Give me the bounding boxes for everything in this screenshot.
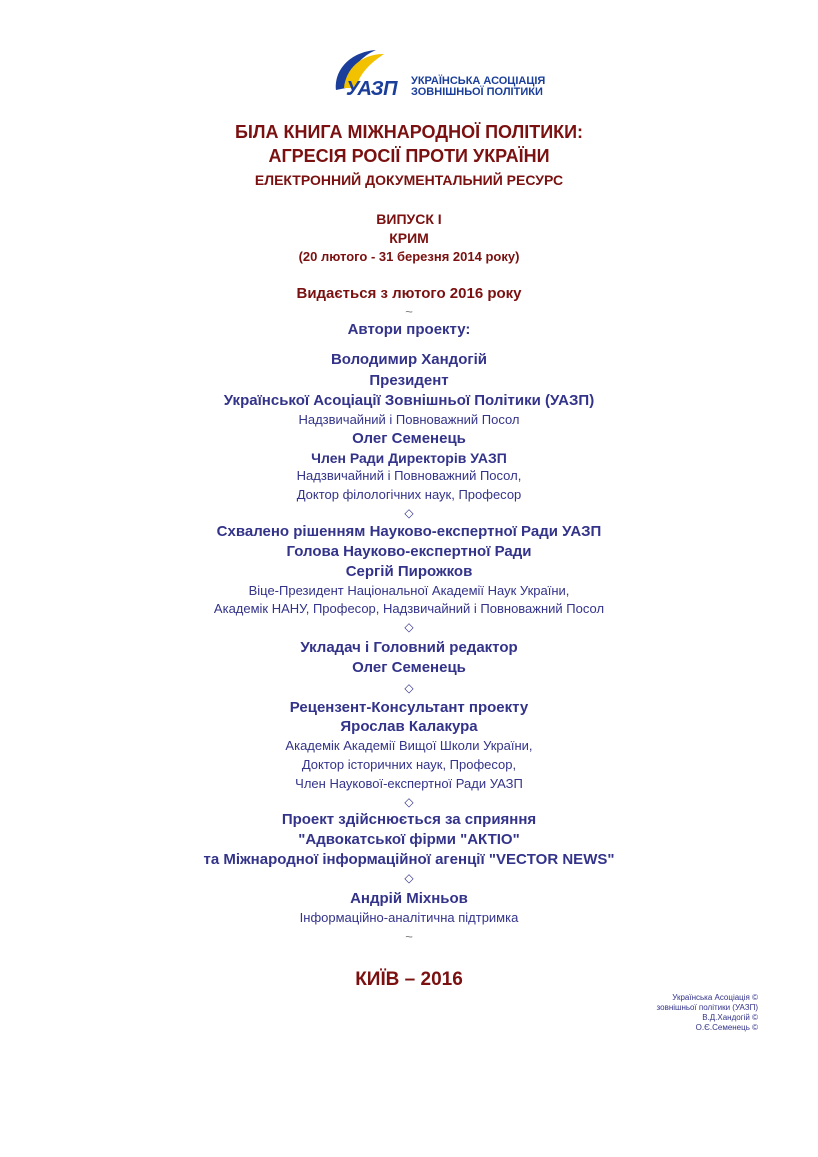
- editor-name: Олег Семенець: [352, 659, 466, 676]
- city-year: КИЇВ – 2016: [355, 969, 463, 990]
- author1-name: Володимир Хандогій: [330, 351, 488, 368]
- published-since: Видається з лютого 2016 року: [296, 285, 522, 302]
- reviewer-title2: Доктор історичних наук, Професор,: [301, 757, 517, 772]
- author2-title1: Надзвичайний і Повноважний Посол,: [296, 468, 522, 483]
- support-line2: "Адвокатської фірми "АКТІО": [298, 831, 520, 848]
- author1-role2: Української Асоціації Зовнішньої Політики (УАЗП): [223, 392, 595, 409]
- approval-chair-name: Сергій Пирожков: [345, 563, 473, 580]
- analyst-name: Андрій Міхньов: [350, 890, 468, 907]
- copyright-line2: зовнішньої політики (УАЗП): [656, 1003, 758, 1012]
- approval-line2: Голова Науково-експертної Ради: [286, 543, 532, 560]
- diamond-separator: ◇: [404, 795, 414, 809]
- logo-organization-name: [411, 76, 545, 98]
- author1-role1: Президент: [369, 372, 449, 389]
- reviewer-role: Рецензент-Консультант проекту: [289, 699, 529, 716]
- diamond-separator: ◇: [404, 620, 414, 634]
- issue-name: КРИМ: [389, 230, 429, 246]
- reviewer-title1: Академік Академії Вищої Школи України,: [285, 738, 533, 753]
- support-line3: та Міжнародної інформаційної агенції "VECTOR NEWS": [203, 851, 615, 868]
- title-line2: АГРЕСІЯ РОСІЇ ПРОТИ УКРАЇНИ: [268, 146, 550, 166]
- copyright-line4: О.Є.Семенець ©: [695, 1023, 758, 1032]
- author2-role: Член Ради Директорів УАЗП: [311, 450, 507, 466]
- reviewer-name: Ярослав Калакура: [340, 718, 478, 735]
- editor-role: Укладач і Головний редактор: [300, 639, 518, 656]
- tilde-separator: ~: [405, 929, 413, 944]
- copyright-line3: В.Д.Хандогій ©: [702, 1013, 758, 1022]
- diamond-separator: ◇: [404, 506, 414, 520]
- title-line3: ЕЛЕКТРОННИЙ ДОКУМЕНТАЛЬНИЙ РЕСУРС: [254, 172, 564, 188]
- author1-title: Надзвичайний і Повноважний Посол: [298, 412, 520, 427]
- approval-line1: Схвалено рішенням Науково-експертної Ради УАЗП: [216, 523, 602, 540]
- title-line1: БІЛА КНИГА МІЖНАРОДНОЇ ПОЛІТИКИ:: [234, 122, 584, 142]
- copyright-line1: Українська Асоціація ©: [672, 993, 758, 1002]
- diamond-separator: ◇: [404, 681, 414, 695]
- tilde-separator: ~: [405, 304, 413, 319]
- authors-heading: Автори проекту:: [347, 321, 471, 338]
- logo-name-line2: ЗОВНІШНЬОЇ ПОЛІТИКИ: [411, 86, 543, 98]
- logo-name-line1: УКРАЇНСЬКА АСОЦІАЦІЯ: [411, 75, 546, 87]
- logo-abbreviation: УАЗП: [346, 78, 397, 100]
- approval-title2: Академік НАНУ, Професор, Надзвичайний і Повноважний Посол: [213, 601, 605, 616]
- reviewer-title3: Член Наукової-експертної Ради УАЗП: [295, 776, 523, 791]
- analyst-role: Інформаційно-аналітична підтримка: [299, 910, 519, 925]
- issue-number: ВИПУСК І: [376, 211, 442, 227]
- author2-name: Олег Семенець: [352, 430, 466, 447]
- support-line1: Проект здійснюється за сприяння: [281, 811, 537, 828]
- issue-period: (20 лютого - 31 березня 2014 року): [298, 249, 520, 264]
- diamond-separator: ◇: [404, 871, 414, 885]
- author2-title2: Доктор філологічних наук, Професор: [296, 487, 522, 502]
- approval-title1: Віце-Президент Національної Академії Наук України,: [248, 583, 570, 598]
- uazp-logo: [332, 48, 552, 104]
- copyright-block: [600, 993, 758, 1033]
